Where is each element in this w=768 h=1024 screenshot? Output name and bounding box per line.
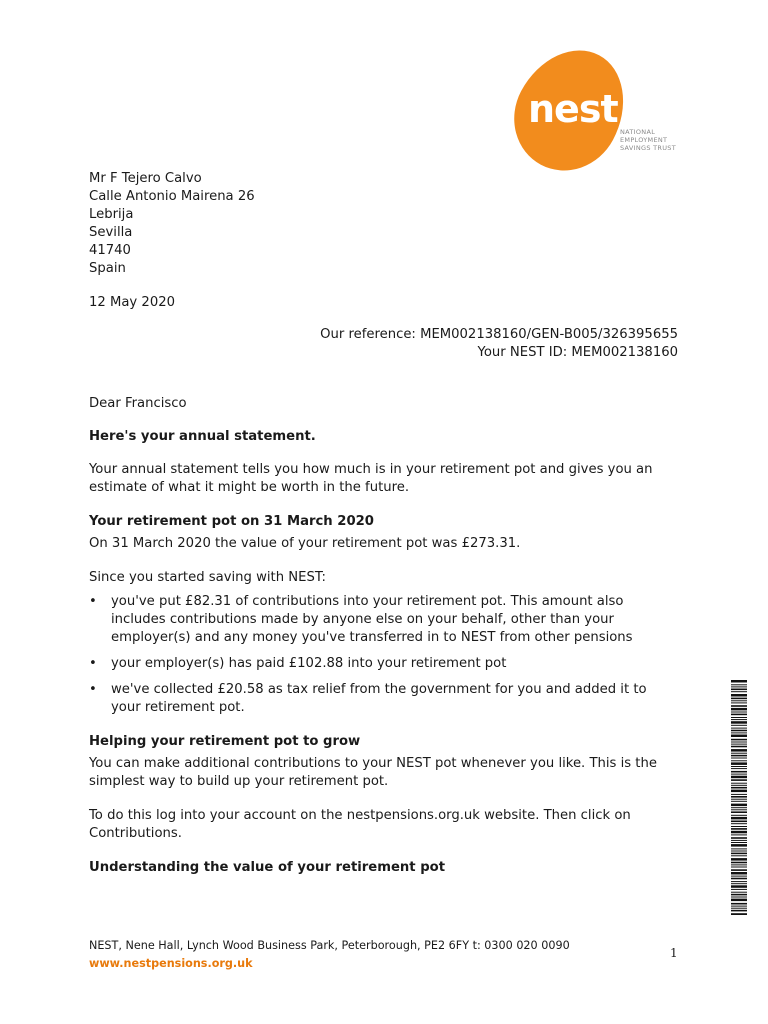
address-line: Calle Antonio Mairena 26 [89, 189, 255, 204]
list-item [89, 681, 669, 717]
bullet-icon: • [89, 656, 97, 671]
letter-date: 12 May 2020 [89, 295, 175, 310]
logo-wordmark: nest [528, 87, 618, 131]
logo-subtitle [620, 128, 690, 152]
page-number: 1 [670, 946, 678, 960]
nest-id: Your NEST ID: MEM002138160 [477, 345, 678, 360]
statement-heading: Here's your annual statement. [89, 429, 316, 444]
logo-sub-line: NATIONAL [620, 128, 656, 136]
list-item [89, 655, 669, 673]
address-line: Mr F Tejero Calvo [89, 171, 202, 186]
since-started-paragraph: Since you started saving with NEST: [89, 570, 326, 585]
pot-value-paragraph: On 31 March 2020 the value of your retirement pot was £273.31. [89, 536, 521, 551]
address-line: Spain [89, 261, 126, 276]
login-paragraph: To do this log into your account on the nestpensions.org.uk website. Then click on Contributions. [89, 808, 631, 841]
intro-paragraph: Your annual statement tells you how much is in your retirement pot and gives you an estimate of what it might be worth in the future. [89, 462, 653, 495]
address-line: Sevilla [89, 225, 133, 240]
recipient-address [89, 170, 255, 278]
grow-paragraph: You can make additional contributions to your NEST pot whenever you like. This is the simplest way to build up your retirement pot. [89, 756, 657, 789]
pot-heading: Your retirement pot on 31 March 2020 [89, 514, 374, 529]
logo-sub-line: EMPLOYMENT [620, 136, 668, 144]
footer-website-link[interactable]: www.nestpensions.org.uk [89, 957, 253, 970]
logo-sub-line: SAVINGS TRUST [620, 144, 676, 152]
contributions-list [89, 593, 669, 725]
barcode-icon [731, 680, 747, 915]
list-item [89, 593, 669, 647]
list-item-text: we've collected £20.58 as tax relief from the government for you and added it to your retirement pot. [111, 682, 647, 715]
bullet-icon: • [89, 594, 97, 609]
understanding-heading: Understanding the value of your retirement pot [89, 860, 445, 875]
our-reference: Our reference: MEM002138160/GEN-B005/326395655 [320, 327, 678, 342]
footer-address: NEST, Nene Hall, Lynch Wood Business Park, Peterborough, PE2 6FY t: 0300 020 0090 [89, 939, 570, 952]
nest-logo [512, 44, 682, 174]
list-item-text: your employer(s) has paid £102.88 into your retirement pot [111, 656, 507, 671]
reference-block [320, 326, 678, 362]
salutation: Dear Francisco [89, 396, 187, 411]
address-line: Lebrija [89, 207, 134, 222]
grow-heading: Helping your retirement pot to grow [89, 734, 361, 749]
list-item-text: you've put £82.31 of contributions into your retirement pot. This amount also includes contributions made by anyone else on your behalf, other than your employer(s) and any money you've transferred in to NEST from other pensions [111, 594, 633, 645]
address-line: 41740 [89, 243, 131, 258]
bullet-icon: • [89, 682, 97, 697]
